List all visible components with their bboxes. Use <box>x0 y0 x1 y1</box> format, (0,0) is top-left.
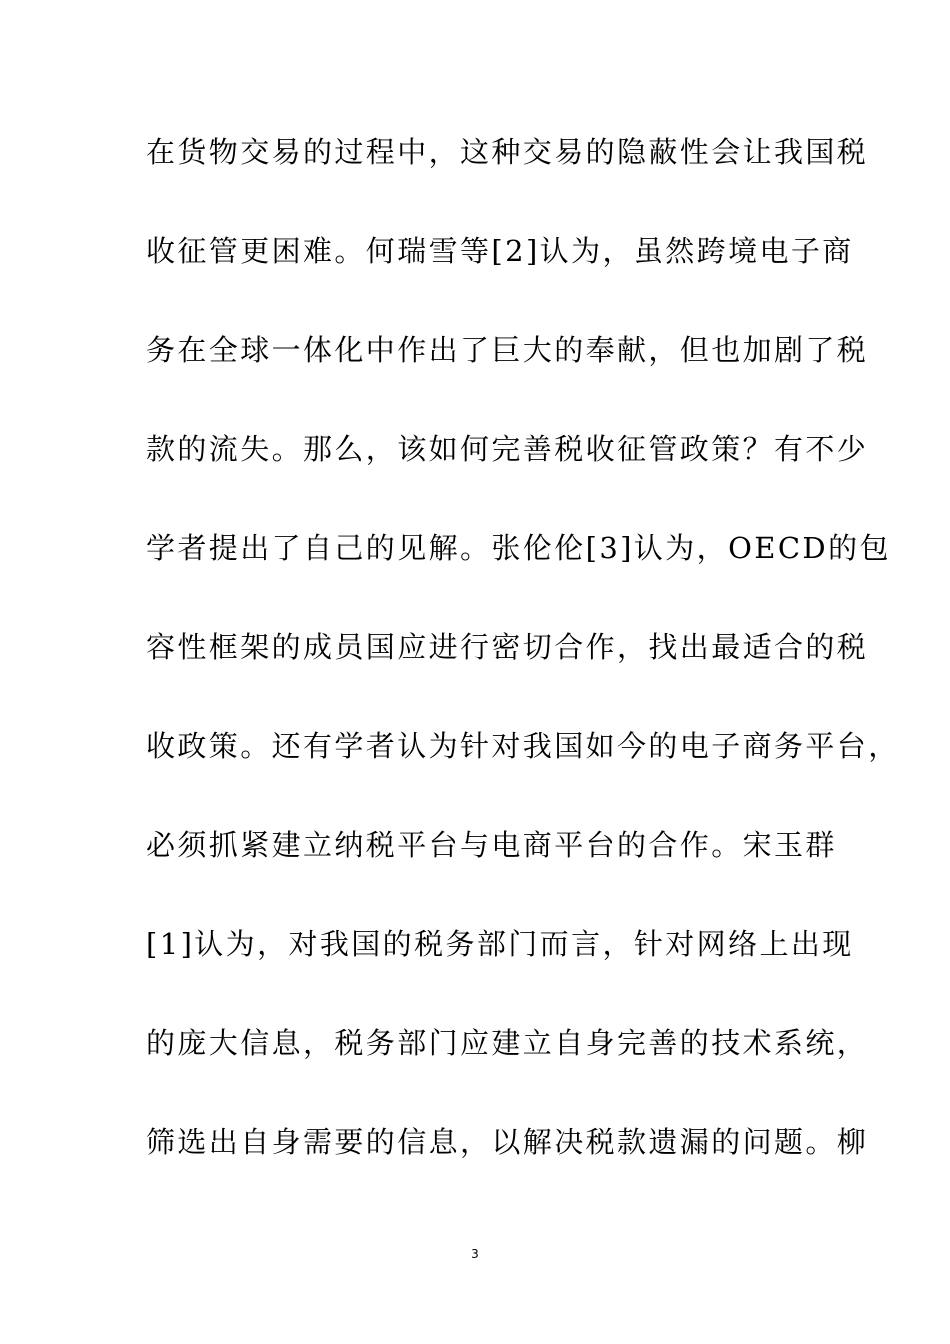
body-paragraph <box>146 128 900 1217</box>
text-line: 务在全球一体化中作出了巨大的奉献，但也加剧了税 <box>146 333 869 367</box>
text-line: 必须抓紧建立纳税平台与电商平台的合作。宋玉群 <box>146 828 837 862</box>
page-number: 3 <box>471 1247 479 1261</box>
text-line: 款的流失。那么，该如何完善税收征管政策？有不少 <box>146 432 869 466</box>
text-line: 在货物交易的过程中，这种交易的隐蔽性会让我国税 <box>146 135 869 169</box>
text-line: 容性框架的成员国应进行密切合作，找出最适合的税 <box>146 630 869 664</box>
text-line: 收征管更困难。何瑞雪等[2]认为，虽然跨境电子商 <box>146 234 854 268</box>
text-line: 收政策。还有学者认为针对我国如今的电子商务平台， <box>146 729 900 763</box>
text-line: 筛选出自身需要的信息，以解决税款遗漏的问题。柳 <box>146 1125 869 1159</box>
text-line: [1]认为，对我国的税务部门而言，针对网络上出现 <box>146 927 854 961</box>
text-line: 学者提出了自己的见解。张伦伦[3]认为，OECD的包 <box>146 531 891 565</box>
text-line: 的庞大信息，税务部门应建立自身完善的技术系统， <box>146 1026 869 1060</box>
